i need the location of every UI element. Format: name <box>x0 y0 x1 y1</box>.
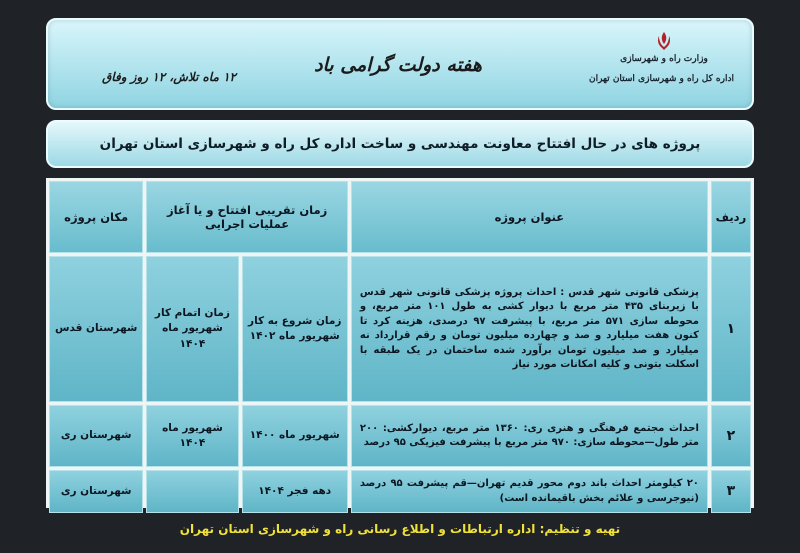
row-number: ۱ <box>711 256 751 402</box>
footer-credit: تهیه و تنظیم: اداره ارتباطات و اطلاع رسانی راه و شهرسازی استان تهران <box>179 522 621 536</box>
project-location: شهرستان قدس <box>49 256 143 402</box>
iran-emblem-icon <box>653 30 675 52</box>
start-time: شهریور ماه ۱۴۰۰ <box>242 405 348 467</box>
ministry-block <box>588 30 734 84</box>
project-location: شهرستان ری <box>49 470 143 513</box>
project-title: ۲۰ کیلومتر احداث باند دوم محور قدیم تهران—قم پیشرفت ۹۵ درصد (نیوجرسی و علائم بخش باقیمانده است) <box>351 470 708 513</box>
page-title: پروژه های در حال افتتاح معاونت مهندسی و ساخت اداره کل راه و شهرسازی استان تهران <box>46 120 754 168</box>
header-schedule: زمان تقریبی افتتاح و یا آغاز عملیات اجرایی <box>146 181 348 253</box>
table-row <box>49 470 751 513</box>
project-location: شهرستان ری <box>49 405 143 467</box>
header-project-title: عنوان پروژه <box>351 181 708 253</box>
table-row <box>49 405 751 467</box>
end-time <box>146 470 238 513</box>
row-number: ۲ <box>711 405 751 467</box>
end-time: زمان اتمام کار شهریور ماه ۱۴۰۴ <box>146 256 238 402</box>
ministry-name: وزارت راه و شهرسازی <box>620 54 708 64</box>
project-title: پزشکی قانونی شهر قدس : احداث پروژه پزشکی قانونی شهر قدس با زیربنای ۴۳۵ متر مربع با دیوار کشی به طول ۱۰۱ متر مربع، و محوطه سازی ۵۷۱ متر مربع، با پیشرفت ۹۷ درصدی، هزینه کرد تا کنون هفت میلیارد و صد و چهارده میلیون تومان و رقم قرارداد نه میلیارد و صد میلیون تومان برآورد شده ساختمان در یک طبقه با اسکلت بتونی و کلیه امکانات مورد نیاز <box>351 256 708 402</box>
projects-table <box>46 178 754 508</box>
end-time: شهریور ماه ۱۴۰۴ <box>146 405 238 467</box>
start-time: دهه فجر ۱۴۰۴ <box>242 470 348 513</box>
slogan: هفته دولت گرامی باد <box>314 54 482 76</box>
header-row-number: ردیف <box>711 181 751 253</box>
header-location: مکان پروژه <box>49 181 143 253</box>
org-name: اداره کل راه و شهرسازی استان تهران <box>588 74 734 84</box>
row-number: ۳ <box>711 470 751 513</box>
project-title: احداث مجتمع فرهنگی و هنری ری: ۱۳۶۰ متر مربع، دیوارکشی: ۲۰۰ متر طول—محوطه سازی: ۹۷۰ متر مربع با پیشرفت فیزیکی ۹۵ درصد <box>351 405 708 467</box>
table-row <box>49 256 751 402</box>
date-slogan: ۱۲ ماه تلاش، ۱۲ روز وفاق <box>102 70 236 84</box>
start-time: زمان شروع به کار شهریور ماه ۱۴۰۲ <box>242 256 348 402</box>
header-banner <box>46 18 754 110</box>
